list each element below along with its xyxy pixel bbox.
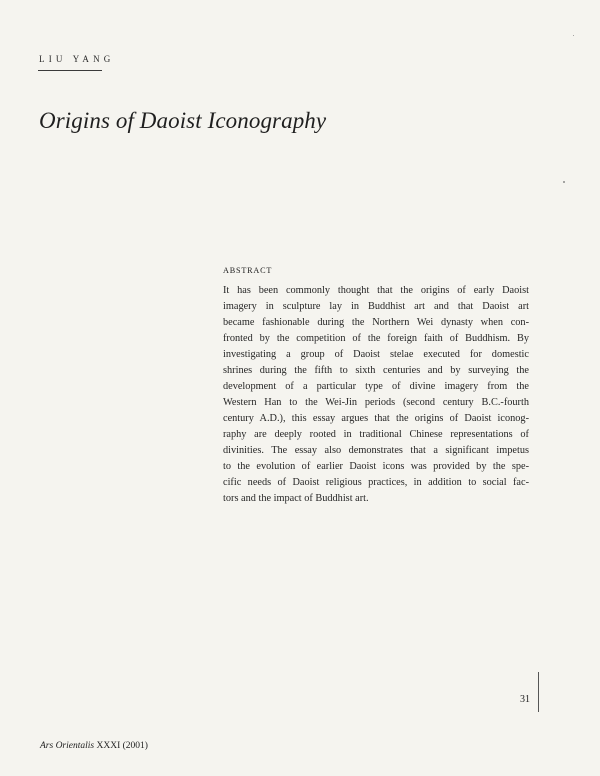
abstract-line: development of a particular type of divine imagery from the bbox=[223, 381, 529, 392]
abstract-body bbox=[223, 283, 529, 507]
abstract-line: to the evolution of earlier Daoist icons was provided by the spe- bbox=[223, 461, 529, 472]
page-number: 31 bbox=[520, 694, 530, 705]
scan-speck bbox=[563, 181, 565, 183]
abstract-line: tors and the impact of Buddhist art. bbox=[223, 493, 369, 504]
abstract-line: shrines during the fifth to sixth centuries and by surveying the bbox=[223, 365, 529, 376]
abstract-line: fronted by the competition of the foreign faith of Buddhism. By bbox=[223, 333, 529, 344]
page-number-rule bbox=[538, 672, 539, 712]
abstract-line: became fashionable during the Northern Wei dynasty when con- bbox=[223, 317, 529, 328]
abstract-line: It has been commonly thought that the origins of early Daoist bbox=[223, 285, 529, 296]
journal-volume-year: XXXI (2001) bbox=[94, 741, 148, 751]
abstract-line: imagery in sculpture lay in Buddhist art and that Daoist art bbox=[223, 301, 529, 312]
article-title: Origins of Daoist Iconography bbox=[39, 108, 327, 133]
abstract-line: investigating a group of Daoist stelae executed for domestic bbox=[223, 349, 529, 360]
author-name: LIU YANG bbox=[39, 54, 115, 64]
abstract-line: divinities. The essay also demonstrates that a significant impetus bbox=[223, 445, 529, 456]
scan-speck bbox=[573, 35, 574, 36]
author-underline bbox=[38, 70, 102, 71]
abstract-heading: ABSTRACT bbox=[223, 266, 273, 275]
abstract-line: Western Han to the Wei-Jin periods (second century B.C.-fourth bbox=[223, 397, 529, 408]
abstract-line: raphy are deeply rooted in traditional Chinese representations of bbox=[223, 429, 529, 440]
journal-name: Ars Orientalis bbox=[40, 741, 95, 751]
abstract-line: cific needs of Daoist religious practices, in addition to social fac- bbox=[223, 477, 529, 488]
footer-citation bbox=[40, 741, 148, 751]
abstract-line: century A.D.), this essay argues that the origins of Daoist iconog- bbox=[223, 413, 529, 424]
